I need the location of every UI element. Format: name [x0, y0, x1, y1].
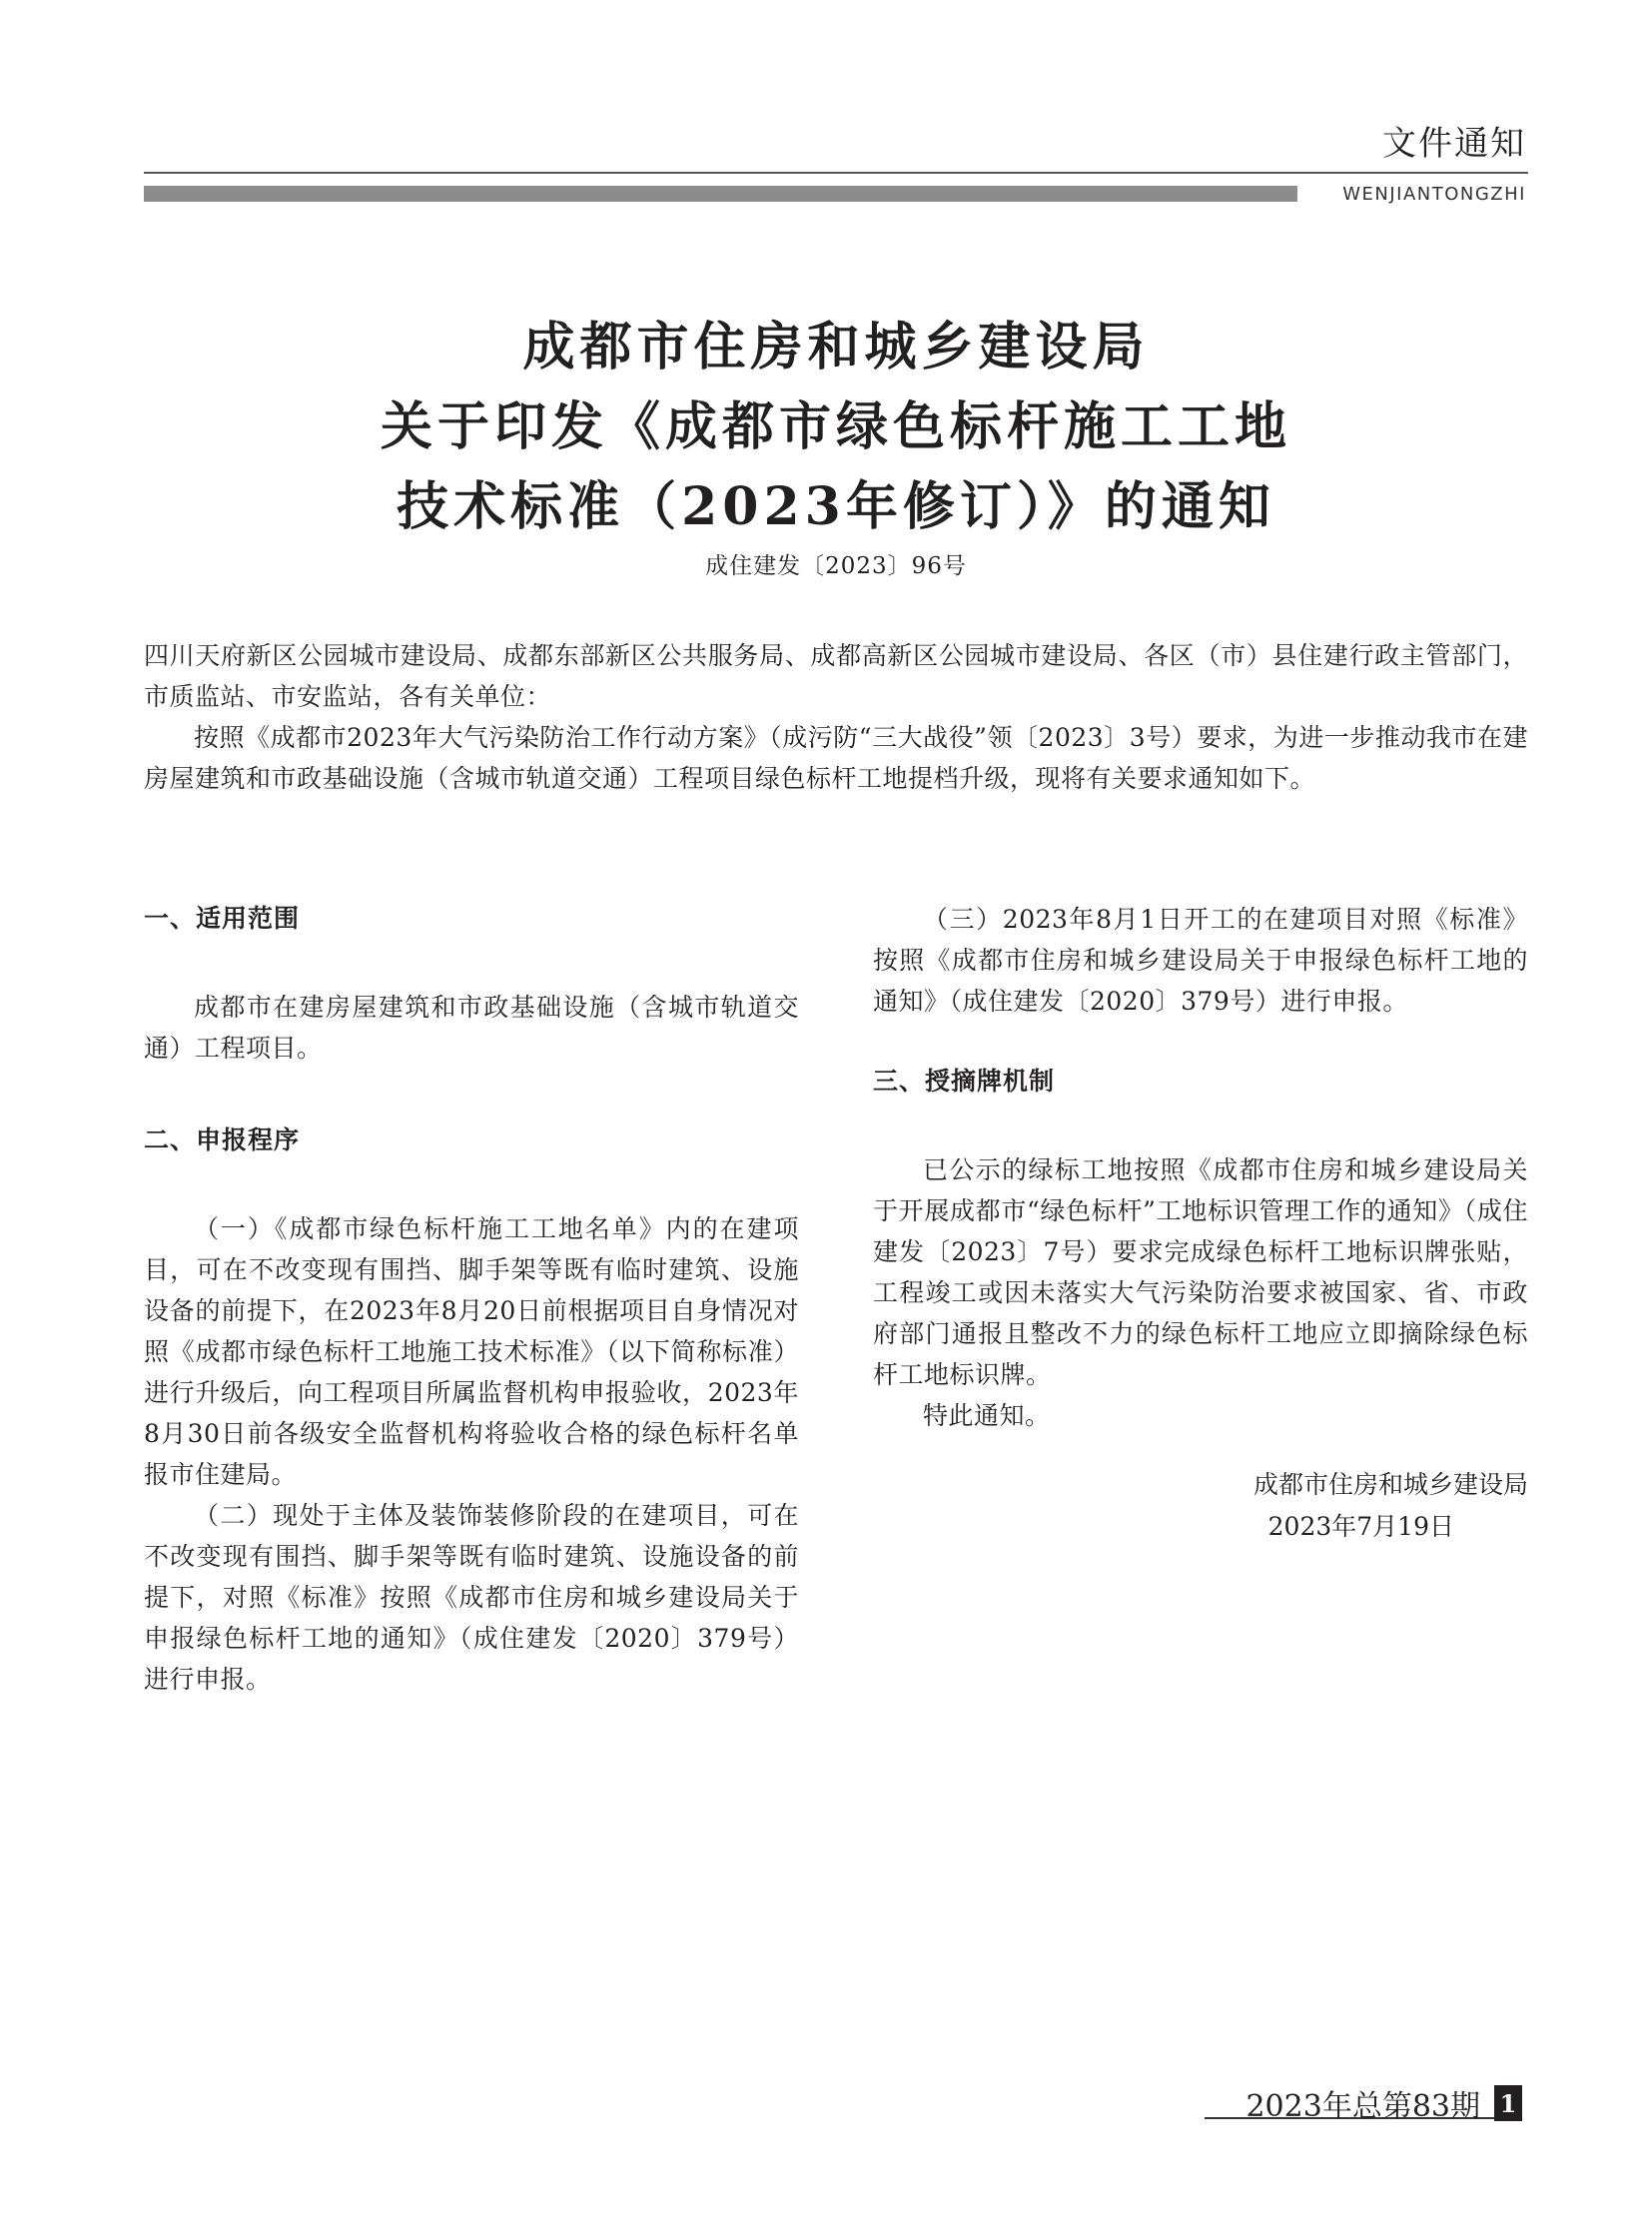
section-3-text: 已公示的绿标工地按照《成都市住房和城乡建设局关于开展成都市“绿色标杆”工地标识管理工作的通知》（成住建发〔2023〕7号）要求完成绿色标杆工地标识牌张贴，工程竣工或因未落实大气污染防治要求被国家、省、市政府部门通报且整改不力的绿色标杆工地应立即摘除绿色标杆工地标识牌。 — [873, 1155, 1528, 1389]
intro-paragraph: 按照《成都市2023年大气污染防治工作行动方案》（成污防“三大战役”领〔2023〕3号）要求，为进一步推动我市在建房屋建筑和市政基础设施（含城市轨道交通）工程项目绿色标杆工地提档升级，现将有关要求通知如下。 — [144, 723, 1528, 793]
section-label: 文件通知 — [1382, 124, 1526, 164]
section-2-para-1: （一）《成都市绿色标杆施工工地名单》内的在建项目，可在不改变现有围挡、脚手架等既有临时建筑、设施设备的前提下，在2023年8月20日前根据项目自身情况对照《成都市绿色标杆工地施工技术标准》（以下简称标准）进行升级后，向工程项目所属监督机构申报验收，2023年8月30日前各级安全监督机构将验收合格的绿色标杆名单报市住建局。 — [144, 1214, 799, 1489]
section-pinyin: WENJIANTONGZHI — [1342, 184, 1526, 205]
footer-issue: 2023年总第83期 — [1245, 2089, 1480, 2124]
signature-org: 成都市住房和城乡建设局 — [1252, 1470, 1528, 1499]
section-2-heading: 二、申报程序 — [144, 1125, 301, 1154]
header-rule-thick — [144, 186, 1297, 202]
header-rule-thin — [144, 172, 1528, 174]
section-1-heading: 一、适用范围 — [144, 904, 301, 933]
section-2-para-3: （三）2023年8月1日开工的在建项目对照《标准》按照《成都市住房和城乡建设局关于申报绿色标杆工地的通知》（成住建发〔2020〕379号）进行申报。 — [873, 905, 1528, 1016]
title-line-2: 关于印发《成都市绿色标杆施工工地 — [380, 396, 1291, 457]
page-number: 1 — [1494, 2085, 1522, 2121]
footer — [1245, 2081, 1522, 2125]
title-line-3: 技术标准（2023年修订）》的通知 — [397, 476, 1275, 537]
closing-text: 特此通知。 — [923, 1401, 1051, 1430]
document-title — [144, 308, 1528, 547]
signature-date: 2023年7月19日 — [1267, 1512, 1454, 1541]
addressee: 四川天府新区公园城市建设局、成都东部新区公共服务局、成都高新区公园城市建设局、各区（市）县住建行政主管部门，市质监站、市安监站，各有关单位： — [144, 641, 1528, 711]
document-number: 成住建发〔2023〕96号 — [705, 553, 967, 579]
section-2-para-2: （二）现处于主体及装饰装修阶段的在建项目，可在不改变现有围挡、脚手架等既有临时建筑、设施设备的前提下，对照《标准》按照《成都市住房和城乡建设局关于申报绿色标杆工地的通知》（成住建发〔2020〕379号）进行申报。 — [144, 1501, 799, 1694]
section-1-text: 成都市在建房屋建筑和市政基础设施（含城市轨道交通）工程项目。 — [144, 993, 799, 1063]
section-3-heading: 三、授摘牌机制 — [873, 1067, 1056, 1096]
left-column — [144, 899, 799, 1700]
right-column — [873, 899, 1528, 1548]
title-line-1: 成都市住房和城乡建设局 — [522, 317, 1150, 377]
